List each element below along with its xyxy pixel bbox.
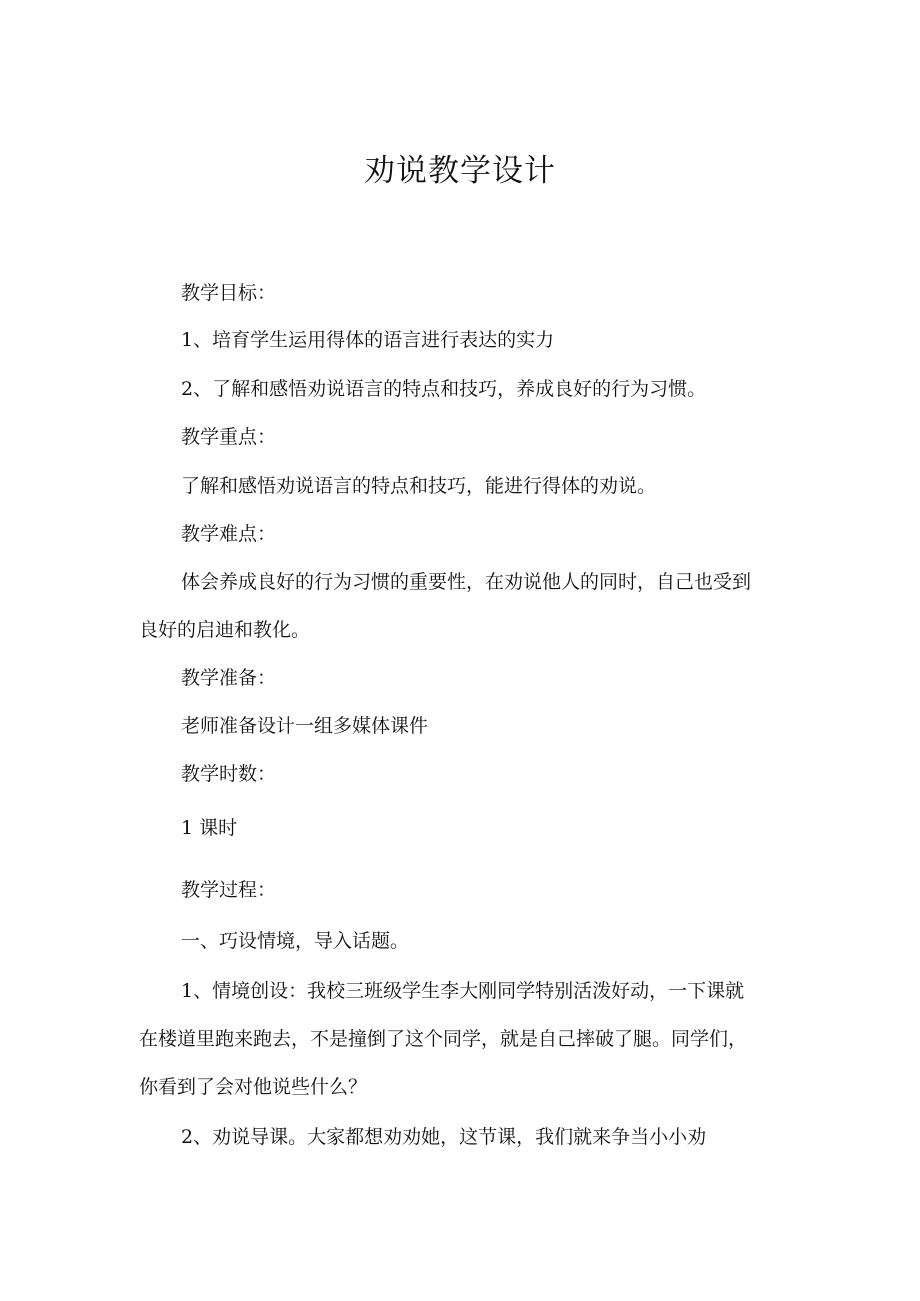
heading-key-points: 教学重点： (181, 426, 277, 448)
document-title: 劝说教学设计 (364, 153, 556, 189)
process-section-1-heading: 一、巧设情境，导入话题。 (181, 930, 410, 952)
heading-difficulties: 教学难点： (181, 523, 277, 545)
heading-class-hours: 教学时数： (181, 763, 277, 785)
process-item-2-line-1: 2、劝说导课。大家都想劝劝她，这节课，我们就来争当小小劝 (181, 1126, 707, 1148)
process-item-1-line-3: 你看到了会对他说些什么？ (139, 1076, 368, 1098)
heading-teaching-process: 教学过程： (181, 879, 277, 901)
process-item-1-line-1: 1、情境创设：我校三班级学生李大刚同学特别活泼好动，一下课就 (181, 980, 745, 1002)
class-hours-text: 1 课时 (181, 817, 238, 839)
difficulties-text-line-1: 体会养成良好的行为习惯的重要性，在劝说他人的同时，自己也受到 (181, 571, 752, 593)
heading-preparation: 教学准备： (181, 667, 277, 689)
process-item-1-line-2: 在楼道里跑来跑去，不是撞倒了这个同学，就是自己摔破了腿。同学们， (139, 1028, 748, 1050)
key-points-text: 了解和感悟劝说语言的特点和技巧，能进行得体的劝说。 (181, 475, 657, 497)
heading-teaching-goals: 教学目标： (181, 282, 277, 304)
goal-item-1: 1、培育学生运用得体的语言进行表达的实力 (181, 329, 555, 351)
preparation-text: 老师准备设计一组多媒体课件 (181, 715, 429, 737)
goal-item-2: 2、了解和感悟劝说语言的特点和技巧，养成良好的行为习惯。 (181, 378, 707, 400)
difficulties-text-line-2: 良好的启迪和教化。 (139, 619, 311, 641)
